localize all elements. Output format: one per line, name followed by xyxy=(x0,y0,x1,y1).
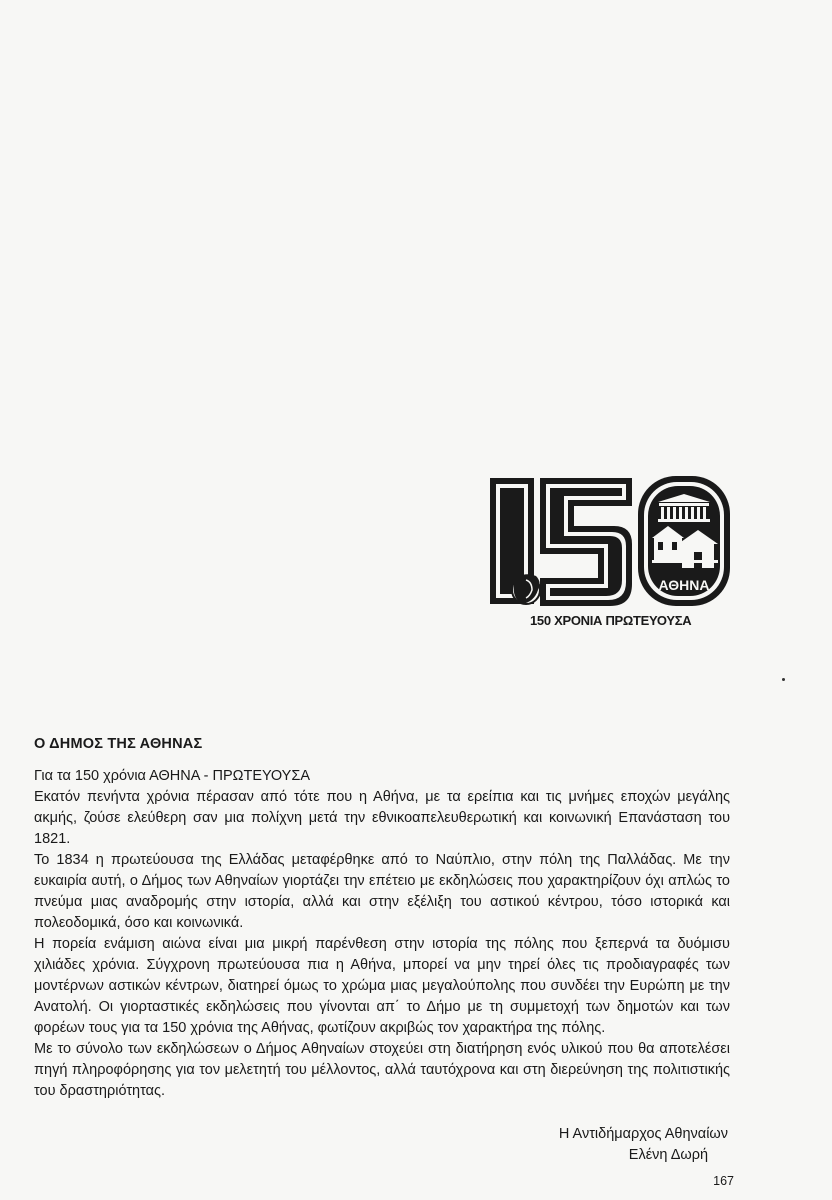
paragraph: Με το σύνολο των εκδηλώσεων ο Δήμος Αθηναίων στοχεύει στη διατήρηση ενός υλικού που θα αποτελέσει πηγή πληροφόρησης για τον μελετητή του μέλλοντος, αλλά ταυτόχρονα και στη διερεύνηση της πολιτιστικής του δραστηριότητας. xyxy=(34,1041,730,1099)
article xyxy=(34,736,730,1102)
athena-head-icon xyxy=(512,574,540,604)
article-title: Ο ΔΗΜΟΣ ΤΗΣ ΑΘΗΝΑΣ xyxy=(34,736,203,752)
digit-five xyxy=(540,478,632,606)
stray-dot xyxy=(782,678,785,681)
signature-block xyxy=(559,1124,728,1166)
logo-city-label: ΑΘΗΝΑ xyxy=(658,577,710,593)
page-number: 167 xyxy=(713,1174,734,1188)
signature-role: Η Αντιδήμαρχος Αθηναίων xyxy=(558,1126,728,1142)
paragraph: Εκατόν πενήντα χρόνια πέρασαν από τότε που η Αθήνα, με τα ερείπια και τις μνήμες εποχών μεγάλης ακμής, ζούσε ελεύθερη σαν μια πολίχνη μετά την εθνικοαπελευθερωτική και κοινωνική Επανάσταση του 1821. xyxy=(34,789,730,847)
logo-graphic xyxy=(486,472,738,632)
article-subtitle: Για τα 150 χρόνια ΑΘΗΝΑ - ΠΡΩΤΕΥΟΥΣΑ xyxy=(34,768,310,784)
anniversary-logo xyxy=(486,472,738,632)
paragraph: Το 1834 η πρωτεύουσα της Ελλάδας μεταφέρθηκε από το Ναύπλιο, στην πόλη της Παλλάδας. Με την ευκαιρία αυτή, ο Δήμος των Αθηναίων γιορτάζει την επέτειο με εκδηλώσεις που χαρακτηρίζουν όχι απλώς το πνεύμα μιας αναδρομής στην ιστορία, αλλά και στην εξέλιξη του αστικού κέντρου, τόσο ιστορικά και πολεοδομικά, όσο και κοινωνικά. xyxy=(34,852,730,931)
signature-name: Ελένη Δωρή xyxy=(628,1147,709,1163)
logo-caption: 150 ΧΡΟΝΙΑ ΠΡΩΤΕΥΟΥΣΑ xyxy=(530,613,692,628)
paragraph: Η πορεία ενάμιση αιώνα είναι μια μικρή παρένθεση στην ιστορία της πόλης που ξεπερνά τα δυόμισυ χιλιάδες χρόνια. Σύγχρονη πρωτεύουσα πια η Αθήνα, μπορεί να μην τηρεί όλες τις προδιαγραφές των μοντέρνων αστικών κέντρων, διατηρεί όμως το χρώμα μιας μεγαλούπολης που συνδέει την Ευρώπη με την Ανατολή. Οι γιορταστικές εκδηλώσεις που γίνονται απ΄ το Δήμο με τη συμμετοχή των δημοτών και των φορέων τους για τα 150 χρόνια της Αθήνας, φωτίζουν ακριβώς τον χαρακτήρα της πόλης. xyxy=(34,936,730,1036)
digit-zero-badge xyxy=(638,476,730,606)
